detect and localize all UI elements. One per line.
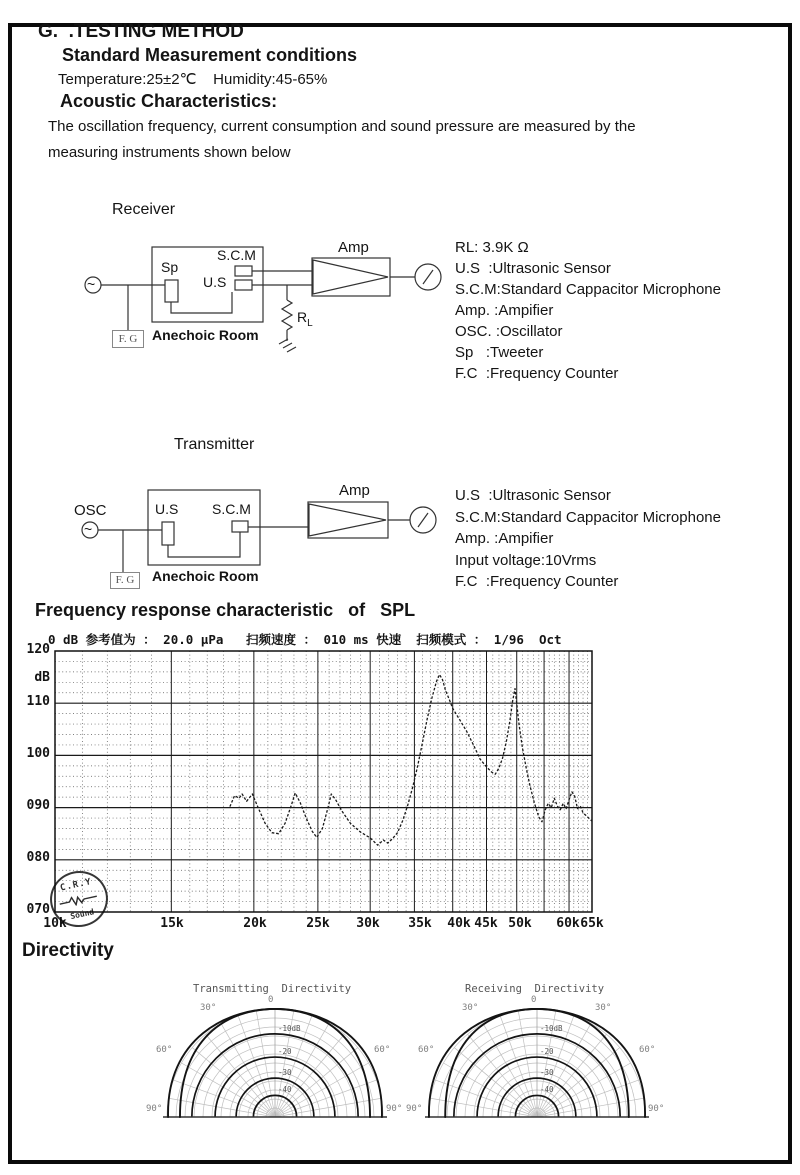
us-label: U.S [155, 501, 179, 517]
transmitter-legend [455, 487, 721, 595]
polar-angle-label: 60° [156, 1045, 173, 1055]
page-title: G. .TESTING METHOD [38, 21, 244, 42]
polar-angle-label: 0 [268, 995, 274, 1005]
amp-label: Amp [338, 239, 369, 256]
stamp-text: C.R.Y [59, 877, 93, 894]
y-axis-unit: dB [34, 670, 50, 685]
y-tick: 110 [26, 694, 50, 709]
receiver-title: Receiver [112, 201, 176, 218]
polar-angle-label: 60° [639, 1045, 656, 1055]
scm-label: S.C.M [217, 247, 256, 263]
spl-heading: Frequency response characteristic of SPL [35, 600, 416, 620]
polar-db-label: -40 [278, 1085, 292, 1094]
amp-box [312, 258, 390, 296]
polar-angle-label: 90° [146, 1104, 163, 1114]
transmitting-polar-title: Transmitting Directivity [193, 983, 352, 995]
scm-box [235, 266, 252, 276]
amp-triangle-icon [309, 504, 386, 536]
acoustic-heading: Acoustic Characteristics: [60, 91, 278, 111]
stamp-text: Sound [69, 907, 95, 922]
amp-box [308, 502, 388, 538]
polar-angle-label: 90° [406, 1104, 423, 1114]
polar-db-label: -30 [278, 1068, 292, 1077]
x-tick: 60k [556, 916, 580, 931]
polar-angle-label: 30° [595, 1003, 612, 1013]
y-tick: 120 [26, 642, 50, 657]
fg-box: F. G [110, 572, 140, 589]
us-box [235, 280, 252, 290]
legend-item: S.C.M:Standard Cappacitor Microphone [455, 281, 721, 298]
polar-db-label: -20 [278, 1047, 292, 1056]
osc-label: OSC [74, 502, 107, 519]
x-tick: 35k [408, 916, 432, 931]
polar-db-label: -30 [540, 1068, 554, 1077]
amp-label: Amp [339, 482, 370, 499]
x-tick: 65k [580, 916, 604, 931]
standard-measurement-heading: Standard Measurement conditions [62, 45, 358, 65]
legend-item: S.C.M:Standard Cappacitor Microphone [455, 508, 721, 526]
spl-chart-header: 0 dB 参考值为 ： 20.0 μPa 扫频速度 ： 010 ms 快速 扫频模式 ： 1/96 Oct [48, 632, 562, 647]
sp-label: Sp [161, 259, 179, 275]
anechoic-room-label: Anechoic Room [152, 568, 259, 584]
receiver-legend [455, 239, 721, 386]
polar-angle-label: 30° [462, 1003, 479, 1013]
legend-item: F.C :Frequency Counter [455, 365, 619, 382]
fg-box: F. G [112, 330, 144, 348]
legend-item: Amp. :Ampifier [455, 302, 554, 319]
scm-box [232, 521, 248, 532]
polar-angle-label: 60° [374, 1045, 391, 1055]
us-box [162, 522, 174, 545]
x-tick: 40k [447, 916, 471, 931]
polar-db-label: -10dB [540, 1024, 563, 1033]
conditions-text: Temperature:25±2℃ Humidity:45-65% [58, 71, 328, 88]
polar-angle-label: 90° [648, 1104, 665, 1114]
source-tilde: ~ [87, 276, 96, 292]
legend-item: Input voltage:10Vrms [455, 551, 597, 569]
transmitter-title: Transmitter [174, 436, 255, 453]
description-line1: The oscillation frequency, current consumption and sound pressure are measured by the [48, 118, 636, 135]
source-tilde: ~ [84, 521, 93, 537]
anechoic-room-label: Anechoic Room [152, 327, 259, 343]
x-tick: 45k [474, 916, 498, 931]
x-tick: 50k [508, 916, 532, 931]
y-tick: 080 [26, 850, 50, 865]
x-tick: 25k [306, 916, 330, 931]
polar-db-label: -40 [540, 1085, 554, 1094]
description-line2: measuring instruments shown below [48, 144, 291, 161]
legend-item: Amp. :Ampifier [455, 530, 554, 547]
rl-label: $R_L$ [297, 309, 313, 329]
speaker-box [165, 280, 178, 302]
y-tick: 070 [26, 902, 50, 917]
x-tick: 30k [356, 916, 380, 931]
legend-item: Sp :Tweeter [455, 344, 544, 361]
resistor-icon [282, 300, 292, 330]
x-tick: 15k [160, 916, 184, 931]
legend-item: U.S :Ultrasonic Sensor [455, 260, 611, 277]
scm-label: S.C.M [212, 501, 251, 517]
x-tick: 10k [43, 916, 67, 931]
legend-item: OSC. :Oscillator [455, 323, 563, 340]
polar-db-label: -20 [540, 1047, 554, 1056]
transmitter-diagram [82, 490, 436, 572]
polar-angle-label: 0 [531, 995, 537, 1005]
polar-db-label: -10dB [278, 1024, 301, 1033]
us-label: U.S [203, 274, 227, 290]
legend-item: U.S :Ultrasonic Sensor [455, 487, 611, 504]
y-tick: 100 [26, 746, 50, 761]
legend-item: RL: 3.9K Ω [455, 239, 529, 256]
polar-angle-label: 60° [418, 1045, 435, 1055]
receiving-polar-title: Receiving Directivity [465, 983, 605, 995]
directivity-heading: Directivity [22, 940, 114, 961]
polar-angle-label: 90° [386, 1104, 403, 1114]
y-tick: 090 [26, 798, 50, 813]
polar-angle-label: 30° [200, 1003, 217, 1013]
amp-triangle-icon [313, 260, 388, 294]
legend-item: F.C :Frequency Counter [455, 573, 619, 590]
spl-frequency-response-chart [55, 651, 592, 912]
x-tick: 20k [243, 916, 267, 931]
directivity-polar-plots [163, 1009, 649, 1117]
